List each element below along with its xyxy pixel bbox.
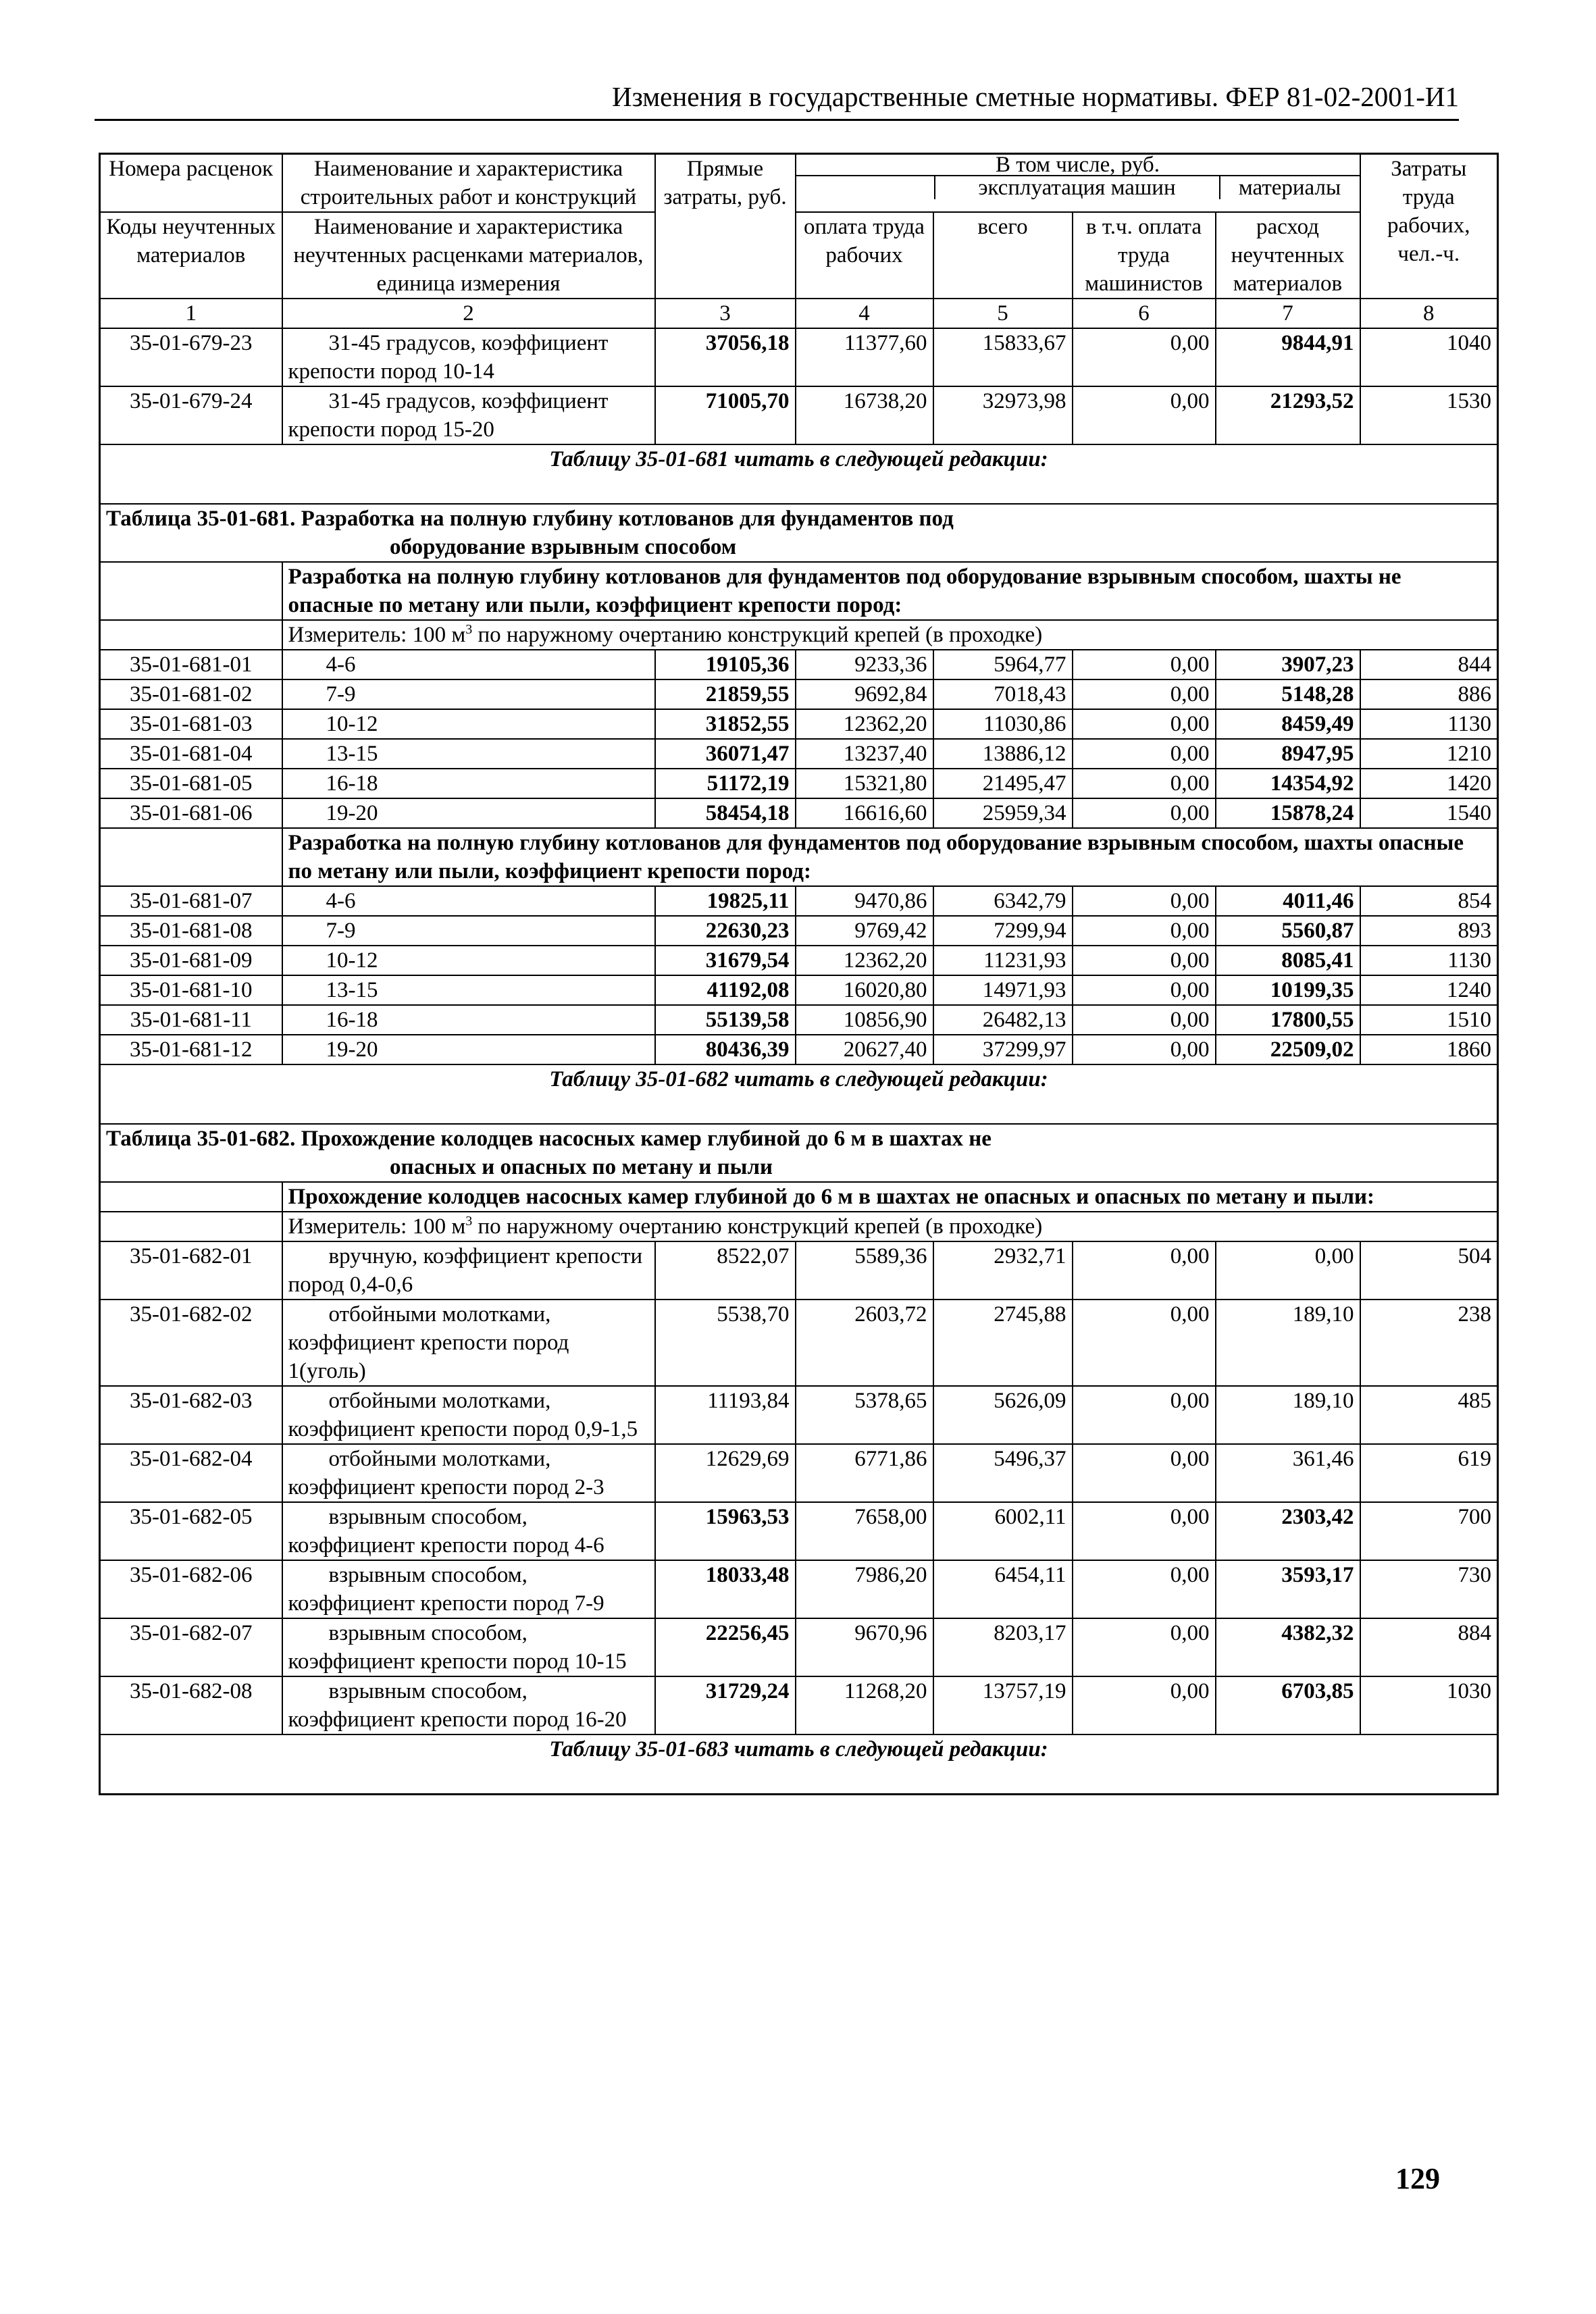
direct-costs: 36071,47 [655,739,796,769]
direct-costs: 5538,70 [655,1300,796,1386]
direct-costs: 71005,70 [655,386,796,444]
col-header-labor: Затраты труда рабочих, чел.-ч. [1360,154,1498,299]
labor: 1210 [1360,739,1498,769]
table-row [100,1502,1498,1560]
rate-code: 35-01-682-07 [100,1618,282,1676]
rate-name: отбойными молотками, коэффициент крепости пород 0,9-1,5 [282,1386,655,1444]
section-spacer [100,620,282,650]
machines-wages: 0,00 [1073,709,1216,739]
rate-code: 35-01-681-07 [100,886,282,916]
labor: 700 [1360,1502,1498,1560]
table-row [100,328,1498,386]
rate-code: 35-01-682-03 [100,1386,282,1444]
table-row [100,1386,1498,1444]
wages: 16738,20 [796,386,933,444]
col-header-group [796,154,1360,213]
table-row [100,1618,1498,1676]
col-header-wages: оплата труда рабочих [796,212,933,299]
direct-costs: 51172,19 [655,769,796,798]
labor: 619 [1360,1444,1498,1502]
table-row [100,946,1498,975]
rate-name: 10-12 [282,709,655,739]
wages: 16020,80 [796,975,933,1005]
materials: 4011,46 [1216,886,1360,916]
banner-row [100,1064,1498,1124]
machines-total: 5964,77 [933,650,1073,679]
wages: 5378,65 [796,1386,933,1444]
section-spacer [100,562,282,620]
direct-costs: 19105,36 [655,650,796,679]
materials: 8085,41 [1216,946,1360,975]
rate-name: взрывным способом, коэффициент крепости пород 16-20 [282,1676,655,1734]
materials: 2303,42 [1216,1502,1360,1560]
materials: 10199,35 [1216,975,1360,1005]
labor: 854 [1360,886,1498,916]
rate-name: взрывным способом, коэффициент крепости пород 7-9 [282,1560,655,1618]
measure-row [100,620,1498,650]
machines-total: 2745,88 [933,1300,1073,1386]
machines-total: 7018,43 [933,679,1073,709]
col-header-numbers: Номера расценок [100,154,282,213]
labor: 1040 [1360,328,1498,386]
labor: 730 [1360,1560,1498,1618]
direct-costs: 11193,84 [655,1386,796,1444]
title-row [100,504,1498,562]
machines-wages: 0,00 [1073,946,1216,975]
table-row [100,1560,1498,1618]
labor: 1130 [1360,709,1498,739]
table-row [100,679,1498,709]
rate-code: 35-01-682-04 [100,1444,282,1502]
materials: 14354,92 [1216,769,1360,798]
wages: 5589,36 [796,1241,933,1300]
col-number: 2 [282,299,655,328]
direct-costs: 22256,45 [655,1618,796,1676]
materials: 8459,49 [1216,709,1360,739]
labor: 1420 [1360,769,1498,798]
rate-name: вручную, коэффициент крепости пород 0,4-0,6 [282,1241,655,1300]
machines-total: 6454,11 [933,1560,1073,1618]
labor: 238 [1360,1300,1498,1386]
rate-name: взрывным способом, коэффициент крепости пород 10-15 [282,1618,655,1676]
materials: 5560,87 [1216,916,1360,946]
wages: 9233,36 [796,650,933,679]
col-header-materials: материалы [1238,176,1341,200]
machines-total: 37299,97 [933,1035,1073,1064]
machines-total: 15833,67 [933,328,1073,386]
rate-name: 13-15 [282,739,655,769]
machines-wages: 0,00 [1073,1300,1216,1386]
machines-wages: 0,00 [1073,1618,1216,1676]
machines-total: 13757,19 [933,1676,1073,1734]
wages: 6771,86 [796,1444,933,1502]
materials: 3593,17 [1216,1560,1360,1618]
materials: 21293,52 [1216,386,1360,444]
wages: 2603,72 [796,1300,933,1386]
direct-costs: 58454,18 [655,798,796,828]
rate-name: 31-45 градусов, коэффициент крепости пород 10-14 [282,328,655,386]
direct-costs: 12629,69 [655,1444,796,1502]
page-number: 129 [1395,2162,1440,2195]
rate-name: 7-9 [282,679,655,709]
col-number: 8 [1360,299,1498,328]
direct-costs: 37056,18 [655,328,796,386]
title-row [100,1124,1498,1182]
rate-code: 35-01-681-11 [100,1005,282,1035]
materials: 8947,95 [1216,739,1360,769]
machines-wages: 0,00 [1073,1676,1216,1734]
table-row [100,1005,1498,1035]
labor: 884 [1360,1618,1498,1676]
table-row [100,386,1498,444]
labor: 1510 [1360,1005,1498,1035]
section-spacer [100,1182,282,1212]
materials: 189,10 [1216,1300,1360,1386]
machines-total: 26482,13 [933,1005,1073,1035]
rate-code: 35-01-681-02 [100,679,282,709]
rate-code: 35-01-681-03 [100,709,282,739]
direct-costs: 31852,55 [655,709,796,739]
machines-total: 8203,17 [933,1618,1073,1676]
rate-code: 35-01-681-10 [100,975,282,1005]
rate-name: 7-9 [282,916,655,946]
direct-costs: 19825,11 [655,886,796,916]
machines-total: 11030,86 [933,709,1073,739]
rate-code: 35-01-682-05 [100,1502,282,1560]
col-number: 6 [1073,299,1216,328]
rate-name: отбойными молотками, коэффициент крепости пород 1(уголь) [282,1300,655,1386]
direct-costs: 21859,55 [655,679,796,709]
machines-wages: 0,00 [1073,1005,1216,1035]
direct-costs: 31729,24 [655,1676,796,1734]
table-title-line: Таблица 35-01-682. Прохождение колодцев насосных камер глубиной до 6 м в шахтах не [106,1127,992,1151]
table-title [100,1124,1498,1182]
direct-costs: 31679,54 [655,946,796,975]
table-row [100,798,1498,828]
rate-code: 35-01-682-02 [100,1300,282,1386]
direct-costs: 41192,08 [655,975,796,1005]
machines-wages: 0,00 [1073,650,1216,679]
direct-costs: 8522,07 [655,1241,796,1300]
table-row [100,650,1498,679]
wages: 20627,40 [796,1035,933,1064]
measure-unit [282,620,1498,650]
col-header-direct-costs: Прямые затраты, руб. [655,154,796,299]
rate-code: 35-01-682-01 [100,1241,282,1300]
measure-superscript: 3 [465,622,473,637]
machines-total: 5626,09 [933,1386,1073,1444]
machines-total: 32973,98 [933,386,1073,444]
rate-code: 35-01-681-12 [100,1035,282,1064]
rate-name: 4-6 [282,886,655,916]
col-number: 1 [100,299,282,328]
machines-total: 6342,79 [933,886,1073,916]
measure-superscript: 3 [465,1214,473,1229]
wages: 9692,84 [796,679,933,709]
machines-total: 14971,93 [933,975,1073,1005]
direct-costs: 18033,48 [655,1560,796,1618]
rate-name: 19-20 [282,1035,655,1064]
section-row [100,828,1498,886]
wages: 10856,90 [796,1005,933,1035]
rate-code: 35-01-681-04 [100,739,282,769]
rate-name: 10-12 [282,946,655,975]
machines-wages: 0,00 [1073,798,1216,828]
col-header-including: В том числе, руб. [796,155,1360,176]
machines-wages: 0,00 [1073,1444,1216,1502]
labor: 1860 [1360,1035,1498,1064]
rate-code: 35-01-681-01 [100,650,282,679]
machines-wages: 0,00 [1073,328,1216,386]
col-header-materials-consumption: расход неучтенных материалов [1216,212,1360,299]
rate-name: 31-45 градусов, коэффициент крепости пород 15-20 [282,386,655,444]
revision-banner: Таблицу 35-01-682 читать в следующей редакции: [100,1064,1498,1124]
labor: 844 [1360,650,1498,679]
measure-text: Измеритель: 100 м [288,1214,466,1239]
machines-wages: 0,00 [1073,1035,1216,1064]
machines-wages: 0,00 [1073,386,1216,444]
wages: 13237,40 [796,739,933,769]
materials: 9844,91 [1216,328,1360,386]
section-heading: Прохождение колодцев насосных камер глубиной до 6 м в шахтах не опасных и опасных по метану и пыли: [282,1182,1498,1212]
rate-name: отбойными молотками, коэффициент крепости пород 2-3 [282,1444,655,1502]
rate-code: 35-01-681-06 [100,798,282,828]
rate-code: 35-01-679-23 [100,328,282,386]
rate-name: 4-6 [282,650,655,679]
measure-unit [282,1212,1498,1241]
page-header: Изменения в государственные сметные нормативы. ФЕР 81-02-2001-И1 [95,80,1459,121]
machines-wages: 0,00 [1073,886,1216,916]
section-spacer [100,1212,282,1241]
wages: 7658,00 [796,1502,933,1560]
machines-wages: 0,00 [1073,679,1216,709]
machines-wages: 0,00 [1073,1502,1216,1560]
machines-total: 25959,34 [933,798,1073,828]
measure-text-tail: по наружному очертанию конструкций крепей (в проходке) [472,1214,1043,1239]
rate-code: 35-01-681-09 [100,946,282,975]
rate-code: 35-01-681-08 [100,916,282,946]
table-row [100,975,1498,1005]
rate-name: взрывным способом, коэффициент крепости пород 4-6 [282,1502,655,1560]
section-row [100,562,1498,620]
machines-total: 13886,12 [933,739,1073,769]
labor: 1130 [1360,946,1498,975]
measure-row [100,1212,1498,1241]
rates-table [99,153,1499,1795]
section-row [100,1182,1498,1212]
machines-wages: 0,00 [1073,769,1216,798]
table-row [100,739,1498,769]
table-row [100,1676,1498,1734]
table-title-line: Таблица 35-01-681. Разработка на полную глубину котлованов для фундаментов под [106,507,954,531]
wages: 12362,20 [796,946,933,975]
wages: 11377,60 [796,328,933,386]
col-number: 7 [1216,299,1360,328]
machines-total: 7299,94 [933,916,1073,946]
machines-wages: 0,00 [1073,1241,1216,1300]
table-row [100,1300,1498,1386]
col-header-codes: Коды неучтенных материалов [100,212,282,299]
labor: 886 [1360,679,1498,709]
wages: 7986,20 [796,1560,933,1618]
materials: 6703,85 [1216,1676,1360,1734]
machines-wages: 0,00 [1073,916,1216,946]
col-number: 4 [796,299,933,328]
table-title-line: опасных и опасных по метану и пыли [390,1155,773,1179]
col-header-machines-total: всего [933,212,1073,299]
wages: 9769,42 [796,916,933,946]
revision-banner: Таблицу 35-01-683 читать в следующей редакции: [100,1734,1498,1795]
labor: 485 [1360,1386,1498,1444]
machines-wages: 0,00 [1073,975,1216,1005]
machines-wages: 0,00 [1073,739,1216,769]
table-title [100,504,1498,562]
wages: 11268,20 [796,1676,933,1734]
materials: 4382,32 [1216,1618,1360,1676]
rate-name: 16-18 [282,1005,655,1035]
materials: 361,46 [1216,1444,1360,1502]
labor: 1530 [1360,386,1498,444]
rate-code: 35-01-681-05 [100,769,282,798]
wages: 16616,60 [796,798,933,828]
table-row [100,709,1498,739]
col-header-machines: эксплуатация машин [935,176,1220,199]
banner-row [100,1734,1498,1795]
rate-name: 13-15 [282,975,655,1005]
section-heading: Разработка на полную глубину котлованов для фундаментов под оборудование взрывным способом, шахты не опасные по метану или пыли, коэффициент крепости пород: [282,562,1498,620]
rate-code: 35-01-679-24 [100,386,282,444]
materials: 17800,55 [1216,1005,1360,1035]
materials: 5148,28 [1216,679,1360,709]
materials: 15878,24 [1216,798,1360,828]
col-header-name-materials: Наименование и характеристика неучтенных расценками материалов, единица измерения [282,212,655,299]
machines-total: 2932,71 [933,1241,1073,1300]
machines-wages: 0,00 [1073,1386,1216,1444]
measure-text-tail: по наружному очертанию конструкций крепей (в проходке) [472,623,1043,647]
section-spacer [100,828,282,886]
wages: 9670,96 [796,1618,933,1676]
rate-code: 35-01-682-06 [100,1560,282,1618]
direct-costs: 80436,39 [655,1035,796,1064]
rate-name: 19-20 [282,798,655,828]
direct-costs: 55139,58 [655,1005,796,1035]
labor: 1240 [1360,975,1498,1005]
col-header-machines-wages: в т.ч. оплата труда машинистов [1073,212,1216,299]
rate-code: 35-01-682-08 [100,1676,282,1734]
machines-total: 11231,93 [933,946,1073,975]
measure-text: Измеритель: 100 м [288,623,466,647]
machines-wages: 0,00 [1073,1560,1216,1618]
table-row [100,1444,1498,1502]
col-header-name: Наименование и характеристика строительных работ и конструкций [282,154,655,213]
col-number: 3 [655,299,796,328]
table-row [100,886,1498,916]
materials: 189,10 [1216,1386,1360,1444]
table-row [100,916,1498,946]
direct-costs: 15963,53 [655,1502,796,1560]
wages: 15321,80 [796,769,933,798]
machines-total: 5496,37 [933,1444,1073,1502]
labor: 1540 [1360,798,1498,828]
banner-row [100,444,1498,504]
section-heading: Разработка на полную глубину котлованов для фундаментов под оборудование взрывным способом, шахты опасные по метану или пыли, коэффициент крепости пород: [282,828,1498,886]
wages: 9470,86 [796,886,933,916]
machines-total: 21495,47 [933,769,1073,798]
materials: 22509,02 [1216,1035,1360,1064]
table-row [100,1035,1498,1064]
materials: 0,00 [1216,1241,1360,1300]
labor: 893 [1360,916,1498,946]
machines-total: 6002,11 [933,1502,1073,1560]
labor: 1030 [1360,1676,1498,1734]
table-title-line: оборудование взрывным способом [390,535,737,559]
revision-banner: Таблицу 35-01-681 читать в следующей редакции: [100,444,1498,504]
direct-costs: 22630,23 [655,916,796,946]
wages: 12362,20 [796,709,933,739]
table-row [100,769,1498,798]
rate-name: 16-18 [282,769,655,798]
col-number: 5 [933,299,1073,328]
labor: 504 [1360,1241,1498,1300]
materials: 3907,23 [1216,650,1360,679]
table-row [100,1241,1498,1300]
